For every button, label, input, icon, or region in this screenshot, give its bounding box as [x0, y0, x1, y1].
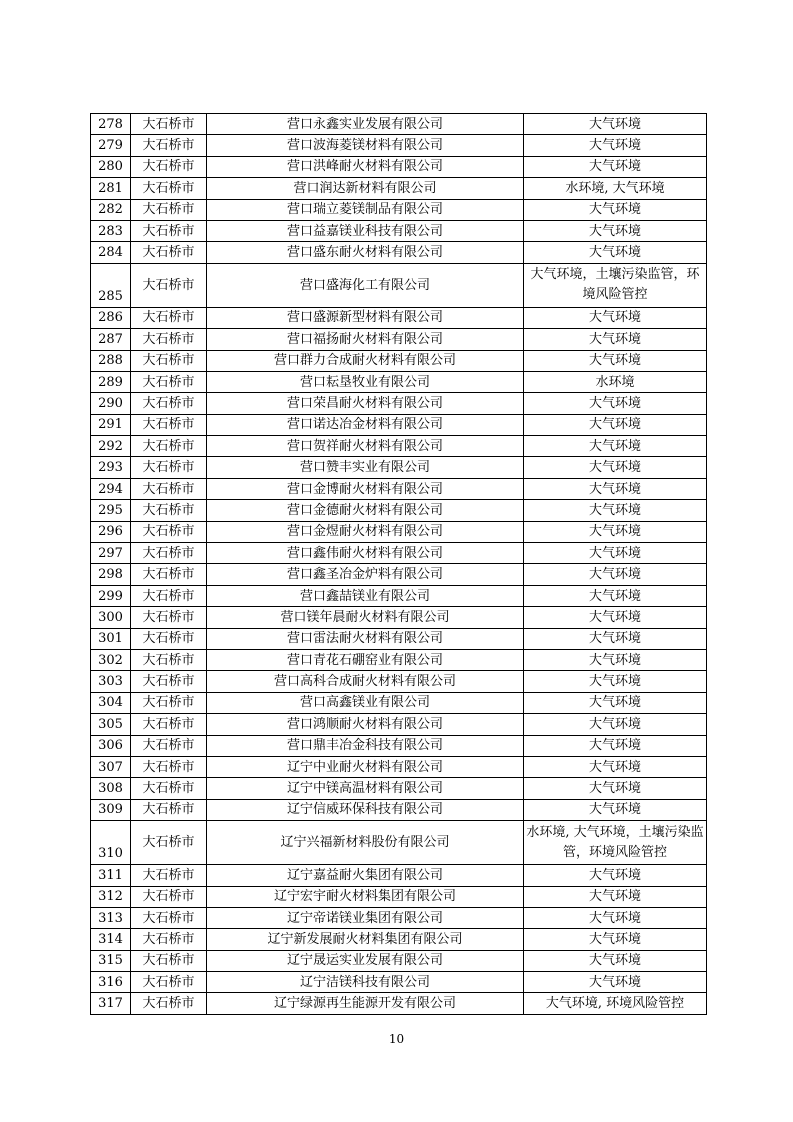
table-row — [91, 393, 707, 414]
table-row — [91, 371, 707, 392]
row-number-cell: 297 — [91, 543, 131, 564]
table-row — [91, 993, 707, 1014]
supervision-type-cell: 大气环境 — [524, 307, 707, 328]
company-name-cell: 营口瑞立菱镁制品有限公司 — [207, 199, 524, 220]
company-name-cell: 辽宁嘉益耐火集团有限公司 — [207, 865, 524, 886]
city-cell: 大石桥市 — [131, 414, 207, 435]
row-number-cell: 286 — [91, 307, 131, 328]
city-cell: 大石桥市 — [131, 178, 207, 199]
row-number-cell: 312 — [91, 886, 131, 907]
city-cell: 大石桥市 — [131, 756, 207, 777]
supervision-type-cell: 大气环境 — [524, 714, 707, 735]
city-cell: 大石桥市 — [131, 950, 207, 971]
row-number-cell: 289 — [91, 371, 131, 392]
supervision-type-cell: 大气环境 — [524, 436, 707, 457]
row-number-cell: 317 — [91, 993, 131, 1014]
city-cell: 大石桥市 — [131, 457, 207, 478]
table-row — [91, 756, 707, 777]
city-cell: 大石桥市 — [131, 972, 207, 993]
city-cell: 大石桥市 — [131, 714, 207, 735]
supervision-type-cell: 大气环境 — [524, 156, 707, 177]
supervision-type-cell: 大气环境 — [524, 607, 707, 628]
company-name-cell: 营口金煜耐火材料有限公司 — [207, 521, 524, 542]
city-cell: 大石桥市 — [131, 307, 207, 328]
company-name-cell: 辽宁帝诺镁业集团有限公司 — [207, 907, 524, 928]
row-number-cell: 315 — [91, 950, 131, 971]
city-cell: 大石桥市 — [131, 521, 207, 542]
table-row — [91, 307, 707, 328]
table-row — [91, 907, 707, 928]
supervision-type-cell: 大气环境 — [524, 886, 707, 907]
city-cell: 大石桥市 — [131, 585, 207, 606]
company-name-cell: 辽宁晟运实业发展有限公司 — [207, 950, 524, 971]
city-cell: 大石桥市 — [131, 436, 207, 457]
city-cell: 大石桥市 — [131, 821, 207, 865]
city-cell: 大石桥市 — [131, 778, 207, 799]
row-number-cell: 299 — [91, 585, 131, 606]
row-number-cell: 280 — [91, 156, 131, 177]
company-name-cell: 营口青花石硼窑业有限公司 — [207, 649, 524, 670]
supervision-type-cell: 大气环境 — [524, 478, 707, 499]
table-row — [91, 414, 707, 435]
supervision-type-cell: 大气环境 — [524, 865, 707, 886]
supervision-type-cell: 大气环境 — [524, 799, 707, 820]
table-row — [91, 778, 707, 799]
table-row — [91, 457, 707, 478]
row-number-cell: 302 — [91, 649, 131, 670]
company-name-cell: 营口波海菱镁材料有限公司 — [207, 135, 524, 156]
city-cell: 大石桥市 — [131, 393, 207, 414]
supervision-type-cell: 大气环境 — [524, 907, 707, 928]
company-name-cell: 辽宁中镁高温材料有限公司 — [207, 778, 524, 799]
row-number-cell: 311 — [91, 865, 131, 886]
supervision-type-cell: 水环境 — [524, 371, 707, 392]
supervision-type-cell: 大气环境 — [524, 242, 707, 263]
city-cell: 大石桥市 — [131, 735, 207, 756]
company-name-cell: 营口益嘉镁业科技有限公司 — [207, 220, 524, 241]
city-cell: 大石桥市 — [131, 692, 207, 713]
company-name-cell: 营口洪峰耐火材料有限公司 — [207, 156, 524, 177]
table-row — [91, 865, 707, 886]
table-row — [91, 607, 707, 628]
supervision-type-cell: 大气环境 — [524, 220, 707, 241]
city-cell: 大石桥市 — [131, 500, 207, 521]
supervision-type-cell: 大气环境 — [524, 756, 707, 777]
city-cell: 大石桥市 — [131, 993, 207, 1014]
supervision-type-cell: 大气环境 — [524, 393, 707, 414]
row-number-cell: 288 — [91, 350, 131, 371]
table-row — [91, 950, 707, 971]
row-number-cell: 284 — [91, 242, 131, 263]
city-cell: 大石桥市 — [131, 929, 207, 950]
table-row — [91, 436, 707, 457]
company-name-cell: 营口盛源新型材料有限公司 — [207, 307, 524, 328]
supervision-type-cell: 大气环境 — [524, 692, 707, 713]
table-row — [91, 114, 707, 135]
company-name-cell: 营口赞丰实业有限公司 — [207, 457, 524, 478]
company-name-cell: 营口诺达冶金材料有限公司 — [207, 414, 524, 435]
row-number-cell: 308 — [91, 778, 131, 799]
table-row — [91, 886, 707, 907]
city-cell: 大石桥市 — [131, 329, 207, 350]
table-row — [91, 543, 707, 564]
row-number-cell: 305 — [91, 714, 131, 735]
table-row — [91, 585, 707, 606]
supervision-type-cell: 大气环境 — [524, 735, 707, 756]
table-row — [91, 500, 707, 521]
city-cell: 大石桥市 — [131, 799, 207, 820]
company-name-cell: 营口荣昌耐火材料有限公司 — [207, 393, 524, 414]
supervision-type-cell: 大气环境 — [524, 199, 707, 220]
table-row — [91, 135, 707, 156]
table-row — [91, 821, 707, 865]
company-name-cell: 营口贺祥耐火材料有限公司 — [207, 436, 524, 457]
city-cell: 大石桥市 — [131, 114, 207, 135]
row-number-cell: 295 — [91, 500, 131, 521]
row-number-cell: 287 — [91, 329, 131, 350]
table-row — [91, 628, 707, 649]
row-number-cell: 292 — [91, 436, 131, 457]
table-row — [91, 692, 707, 713]
row-number-cell: 310 — [91, 821, 131, 865]
supervision-type-cell: 大气环境 — [524, 649, 707, 670]
city-cell: 大石桥市 — [131, 350, 207, 371]
supervision-type-cell: 水环境, 大气环境 — [524, 178, 707, 199]
table-body — [91, 114, 707, 1015]
table-row — [91, 929, 707, 950]
row-number-cell: 316 — [91, 972, 131, 993]
supervision-type-cell: 大气环境 — [524, 585, 707, 606]
supervision-type-cell: 大气环境 — [524, 414, 707, 435]
table-row — [91, 263, 707, 307]
company-name-cell: 辽宁中业耐火材料有限公司 — [207, 756, 524, 777]
city-cell: 大石桥市 — [131, 263, 207, 307]
company-name-cell: 营口鑫圣冶金炉料有限公司 — [207, 564, 524, 585]
supervision-type-cell: 大气环境 — [524, 500, 707, 521]
row-number-cell: 281 — [91, 178, 131, 199]
table-row — [91, 735, 707, 756]
page-number: 10 — [388, 1032, 405, 1046]
supervision-type-cell: 大气环境 — [524, 929, 707, 950]
table-row — [91, 178, 707, 199]
table-row — [91, 199, 707, 220]
supervision-type-cell: 大气环境 — [524, 521, 707, 542]
supervision-type-cell: 大气环境 — [524, 671, 707, 692]
row-number-cell: 285 — [91, 263, 131, 307]
row-number-cell: 291 — [91, 414, 131, 435]
row-number-cell: 314 — [91, 929, 131, 950]
row-number-cell: 307 — [91, 756, 131, 777]
company-name-cell: 营口高科合成耐火材料有限公司 — [207, 671, 524, 692]
company-name-cell: 营口雷法耐火材料有限公司 — [207, 628, 524, 649]
company-name-cell: 营口鑫伟耐火材料有限公司 — [207, 543, 524, 564]
table-row — [91, 799, 707, 820]
city-cell: 大石桥市 — [131, 242, 207, 263]
company-name-cell: 营口盛海化工有限公司 — [207, 263, 524, 307]
row-number-cell: 313 — [91, 907, 131, 928]
table-row — [91, 478, 707, 499]
table-row — [91, 156, 707, 177]
company-name-cell: 辽宁宏宇耐火材料集团有限公司 — [207, 886, 524, 907]
city-cell: 大石桥市 — [131, 220, 207, 241]
row-number-cell: 303 — [91, 671, 131, 692]
city-cell: 大石桥市 — [131, 371, 207, 392]
company-name-cell: 营口鑫喆镁业有限公司 — [207, 585, 524, 606]
city-cell: 大石桥市 — [131, 865, 207, 886]
table-row — [91, 220, 707, 241]
row-number-cell: 301 — [91, 628, 131, 649]
row-number-cell: 309 — [91, 799, 131, 820]
city-cell: 大石桥市 — [131, 628, 207, 649]
company-name-cell: 营口润达新材料有限公司 — [207, 178, 524, 199]
table-row — [91, 242, 707, 263]
row-number-cell: 294 — [91, 478, 131, 499]
row-number-cell: 283 — [91, 220, 131, 241]
city-cell: 大石桥市 — [131, 135, 207, 156]
company-name-cell: 营口高鑫镁业有限公司 — [207, 692, 524, 713]
company-name-cell: 辽宁绿源再生能源开发有限公司 — [207, 993, 524, 1014]
city-cell: 大石桥市 — [131, 156, 207, 177]
company-name-cell: 营口金博耐火材料有限公司 — [207, 478, 524, 499]
company-table — [90, 113, 707, 1015]
company-name-cell: 辽宁洁镁科技有限公司 — [207, 972, 524, 993]
city-cell: 大石桥市 — [131, 564, 207, 585]
table-row — [91, 671, 707, 692]
company-name-cell: 营口金德耐火材料有限公司 — [207, 500, 524, 521]
company-name-cell: 辽宁兴福新材料股份有限公司 — [207, 821, 524, 865]
company-name-cell: 营口鼎丰冶金科技有限公司 — [207, 735, 524, 756]
row-number-cell: 279 — [91, 135, 131, 156]
supervision-type-cell: 大气环境 — [524, 972, 707, 993]
table-row — [91, 972, 707, 993]
supervision-type-cell: 大气环境 — [524, 114, 707, 135]
table-row — [91, 329, 707, 350]
supervision-type-cell: 大气环境 — [524, 457, 707, 478]
city-cell: 大石桥市 — [131, 907, 207, 928]
supervision-type-cell: 大气环境, 环境风险管控 — [524, 993, 707, 1014]
company-name-cell: 营口福扬耐火材料有限公司 — [207, 329, 524, 350]
supervision-type-cell: 大气环境 — [524, 628, 707, 649]
row-number-cell: 306 — [91, 735, 131, 756]
city-cell: 大石桥市 — [131, 478, 207, 499]
company-name-cell: 辽宁新发展耐火材料集团有限公司 — [207, 929, 524, 950]
table-row — [91, 649, 707, 670]
row-number-cell: 290 — [91, 393, 131, 414]
company-name-cell: 营口盛东耐火材料有限公司 — [207, 242, 524, 263]
supervision-type-cell: 大气环境 — [524, 135, 707, 156]
row-number-cell: 293 — [91, 457, 131, 478]
supervision-type-cell: 大气环境 — [524, 564, 707, 585]
supervision-type-cell: 水环境, 大气环境，土壤污染监管，环境风险管控 — [524, 821, 707, 865]
company-name-cell: 营口镁年晨耐火材料有限公司 — [207, 607, 524, 628]
supervision-type-cell: 大气环境 — [524, 329, 707, 350]
city-cell: 大石桥市 — [131, 886, 207, 907]
supervision-type-cell: 大气环境 — [524, 543, 707, 564]
city-cell: 大石桥市 — [131, 543, 207, 564]
row-number-cell: 278 — [91, 114, 131, 135]
row-number-cell: 300 — [91, 607, 131, 628]
supervision-type-cell: 大气环境 — [524, 778, 707, 799]
supervision-type-cell: 大气环境 — [524, 350, 707, 371]
company-name-cell: 辽宁信威环保科技有限公司 — [207, 799, 524, 820]
row-number-cell: 282 — [91, 199, 131, 220]
city-cell: 大石桥市 — [131, 671, 207, 692]
table-row — [91, 564, 707, 585]
supervision-type-cell: 大气环境，土壤污染监管，环境风险管控 — [524, 263, 707, 307]
table-row — [91, 714, 707, 735]
company-name-cell: 营口鸿顺耐火材料有限公司 — [207, 714, 524, 735]
company-name-cell: 营口永鑫实业发展有限公司 — [207, 114, 524, 135]
table-row — [91, 521, 707, 542]
city-cell: 大石桥市 — [131, 199, 207, 220]
company-name-cell: 营口耘垦牧业有限公司 — [207, 371, 524, 392]
city-cell: 大石桥市 — [131, 607, 207, 628]
city-cell: 大石桥市 — [131, 649, 207, 670]
company-name-cell: 营口群力合成耐火材料有限公司 — [207, 350, 524, 371]
row-number-cell: 298 — [91, 564, 131, 585]
row-number-cell: 296 — [91, 521, 131, 542]
table-row — [91, 350, 707, 371]
row-number-cell: 304 — [91, 692, 131, 713]
supervision-type-cell: 大气环境 — [524, 950, 707, 971]
